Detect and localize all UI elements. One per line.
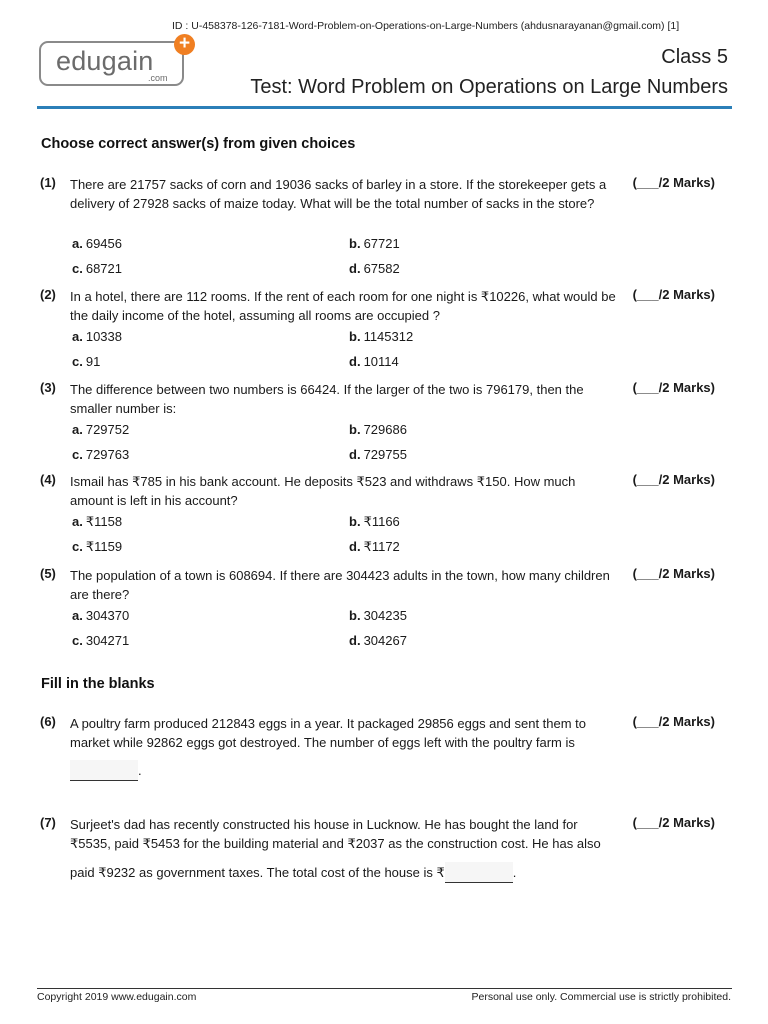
option-b[interactable]: b. 1145312 <box>349 329 414 344</box>
marks-label: (___/2 Marks) <box>632 287 715 302</box>
marks-label: (___/2 Marks) <box>632 472 715 487</box>
option-c[interactable]: c. 68721 <box>72 261 122 276</box>
question-number: (2) <box>40 287 56 302</box>
answer-blank-row: paid ₹9232 as government taxes. The total cost of the house is ₹ . <box>70 862 516 883</box>
question-text: There are 21757 sacks of corn and 19036 sacks of barley in a store. If the storekeeper gets a delivery of 27928 sacks of maize today. What will be the total number of sacks in the store? <box>70 177 607 211</box>
logo-dotcom: .com <box>148 73 168 83</box>
footer-notice: Personal use only. Commercial use is strictly prohibited. <box>471 991 731 1003</box>
question-number: (4) <box>40 472 56 487</box>
marks-label: (___/2 Marks) <box>632 815 715 830</box>
option-d[interactable]: d. 729755 <box>349 447 407 462</box>
marks-label: (___/2 Marks) <box>632 175 715 190</box>
question-text: The population of a town is 608694. If there are 304423 adults in the town, how many children are there? <box>70 568 610 602</box>
section-title-mcq: Choose correct answer(s) from given choices <box>41 136 356 152</box>
footer-copyright: Copyright 2019 www.edugain.com <box>37 991 197 1003</box>
option-b[interactable]: b. ₹1166 <box>349 514 400 529</box>
question-text: Ismail has ₹785 in his bank account. He deposits ₹523 and withdraws ₹150. How much amount is left in his account? <box>70 474 576 508</box>
option-a[interactable]: a. 729752 <box>72 422 130 437</box>
edugain-logo <box>39 33 191 86</box>
option-a[interactable]: a. 10338 <box>72 329 122 344</box>
option-d[interactable]: d. 10114 <box>349 354 399 369</box>
option-b[interactable]: b. 304235 <box>349 608 407 623</box>
plus-icon: + <box>174 34 195 55</box>
question-text-continued: paid ₹9232 as government taxes. The total cost of the house is ₹ <box>70 865 445 880</box>
marks-label: (___/2 Marks) <box>632 566 715 581</box>
option-c[interactable]: c. ₹1159 <box>72 539 123 554</box>
class-label: Class 5 <box>661 46 728 68</box>
option-d[interactable]: d. 67582 <box>349 261 400 276</box>
footer-divider <box>37 988 732 989</box>
question-number: (6) <box>40 714 56 729</box>
page-title: Test: Word Problem on Operations on Large Numbers <box>250 76 728 98</box>
question-text: The difference between two numbers is 66424. If the larger of the two is 796179, then the smaller number is: <box>70 382 584 416</box>
logo-word: edugain <box>56 46 154 76</box>
question-text: A poultry farm produced 212843 eggs in a year. It packaged 29856 eggs and sent them to market while 92862 eggs got destroyed. The number of eggs left with the poultry farm is <box>70 716 587 750</box>
answer-blank-row: . <box>70 760 142 781</box>
question-number: (1) <box>40 175 56 190</box>
document-id: ID : U-458378-126-7181-Word-Problem-on-Operations-on-Large-Numbers (ahdusnarayanan@gmail.com) [1] <box>172 20 680 32</box>
question-text: Surjeet's dad has recently constructed his house in Lucknow. He has bought the land for ₹5535, paid ₹5453 for the building material and ₹2037 as the construction cost. He has also <box>70 817 601 851</box>
option-a[interactable]: a. 69456 <box>72 236 122 251</box>
marks-label: (___/2 Marks) <box>632 714 715 729</box>
section-title-fill: Fill in the blanks <box>41 676 155 692</box>
option-a[interactable]: a. 304370 <box>72 608 130 623</box>
option-c[interactable]: c. 304271 <box>72 633 130 648</box>
option-d[interactable]: d. ₹1172 <box>349 539 400 554</box>
option-c[interactable]: c. 729763 <box>72 447 130 462</box>
question-number: (7) <box>40 815 56 830</box>
question-number: (5) <box>40 566 56 581</box>
answer-blank[interactable] <box>445 862 513 883</box>
option-b[interactable]: b. 67721 <box>349 236 400 251</box>
option-a[interactable]: a. ₹1158 <box>72 514 123 529</box>
answer-blank[interactable] <box>70 760 138 781</box>
question-number: (3) <box>40 380 56 395</box>
option-b[interactable]: b. 729686 <box>349 422 407 437</box>
question-text: In a hotel, there are 112 rooms. If the rent of each room for one night is ₹10226, what would be the daily income of the hotel, assuming all rooms are occupied ? <box>70 289 616 323</box>
option-c[interactable]: c. 91 <box>72 354 101 369</box>
option-d[interactable]: d. 304267 <box>349 633 407 648</box>
header-divider <box>37 106 732 109</box>
marks-label: (___/2 Marks) <box>632 380 715 395</box>
